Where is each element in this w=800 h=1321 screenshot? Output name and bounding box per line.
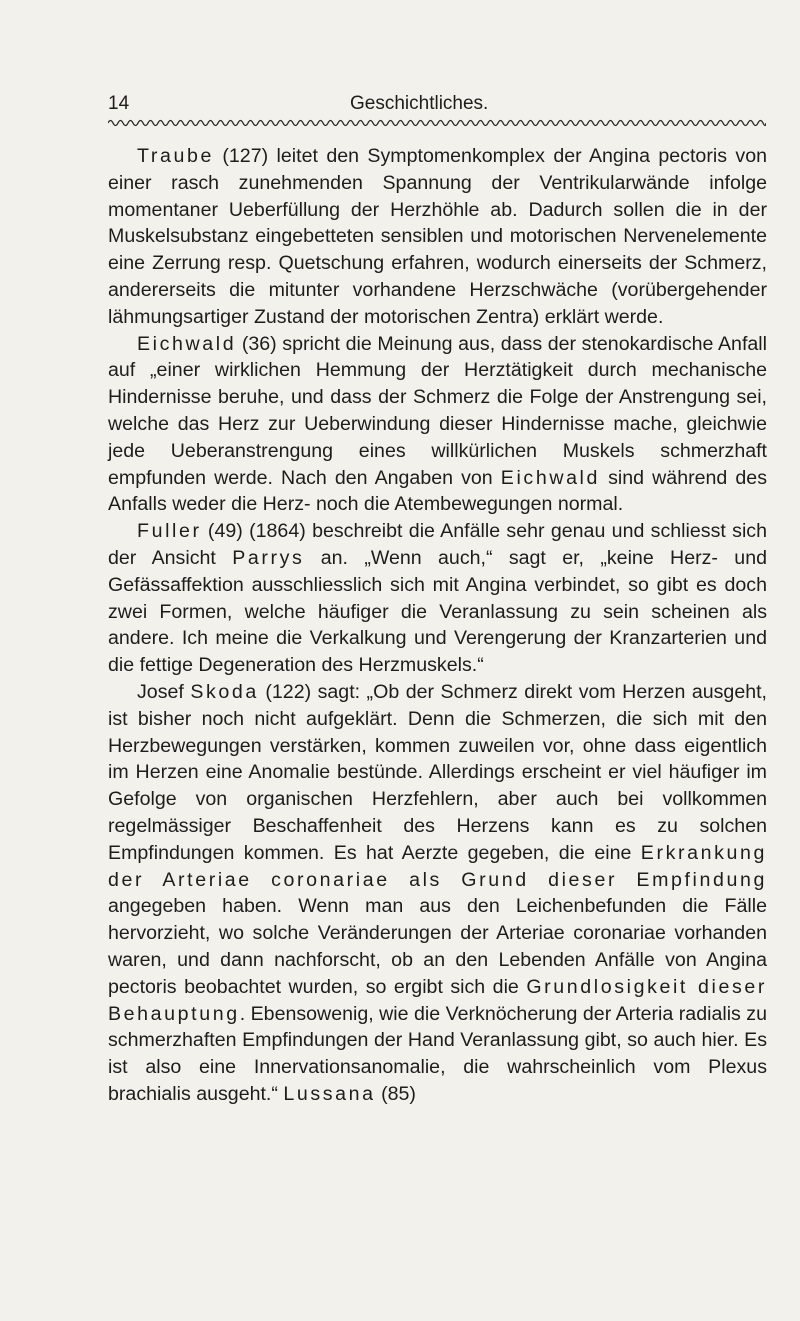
text-run: (36) spricht die Meinung aus, dass der stenokardische Anfall auf „einer wirklichen Hemmung der Herztätigkeit durch mechanische Hindernisse beruhe, und dass der Schmerz die Folge der Anstrengung sei, welche das Herz zur Ueberwindung dieser Hindernisse mache, gleichwie jede Ueberanstrengung eines willkürlichen Muskels schmerzhaft empfunden werde. Nach den Angaben von <box>108 332 767 489</box>
page-number: 14 <box>108 93 130 114</box>
spaced-emphasis: Traube <box>137 145 214 167</box>
paragraph-fuller <box>108 518 767 679</box>
text-run: (85) <box>375 1082 416 1105</box>
text-run: angegeben haben. Wenn man aus den Leichenbefunden die Fälle hervorzieht, wo solche Veränderungen der Arteriae coronariae vorhanden waren, und dann nachforscht, ob an den Lebenden Anfälle von Angina pectoris beobachtet wurden, so ergibt sich die <box>108 895 767 998</box>
text-run: (127) leitet den Symptomenkomplex der Angina pectoris von einer rasch zunehmenden Spannung der Ventrikularwände infolge momentaner Ueberfüllung der Herzhöhle ab. Dadurch sollen die in der Muskelsubstanz eingebetteten sensiblen und motorischen Nervenelemente eine Zerrung resp. Quetschung erfahren, wodurch einerseits der Schmerz, andererseits die mitunter vorhandene Herzschwäche (vorübergehender lähmungsartiger Zustand der motorischen Zentra) erklärt werde. <box>108 145 767 328</box>
spaced-emphasis: Lussana <box>283 1082 376 1105</box>
spaced-emphasis: Eichwald <box>137 332 237 355</box>
spaced-emphasis: Erkrankung der Arteriae coronariae als Grund dieser Empfindung <box>108 841 767 891</box>
paragraph-eichwald <box>108 331 767 519</box>
running-title: Geschichtliches. <box>350 93 489 114</box>
spaced-emphasis: Parrys <box>232 546 305 569</box>
body-text <box>108 143 767 1108</box>
text-run: (49) (1864) beschreibt die Anfälle sehr genau und schliesst sich der Ansicht <box>108 520 767 569</box>
spaced-emphasis: Eichwald <box>500 466 601 489</box>
text-run: . Ebensowenig, wie die Verknöcherung der Arteria radialis zu schmerzhaften Empfindungen der Hand Veranlassung gibt, so auch hier. Es ist also eine Innervationsanomalie, die wahrscheinlich vom Plexus brachialis ausgeht.“ <box>108 1002 767 1105</box>
wavy-rule <box>108 117 766 129</box>
paragraph-traube <box>108 143 767 331</box>
text-run: an. „Wenn auch,“ sagt er, „keine Herz- und Gefässaffektion ausschliesslich sich mit Angina verbindet, so gibt es doch zwei Formen, welche häufiger die Veranlassung zu sein scheinen als andere. Ich meine die Verkalkung und Verengerung der Kranzarterien und die fettige Degeneration des Herzmuskels.“ <box>108 546 767 677</box>
text-run: (122) sagt: „Ob der Schmerz direkt vom Herzen ausgeht, ist bisher noch nicht aufgeklärt. Denn die Schmerzen, die sich mit den Herzbewegungen verstärken, kommen zuweilen vor, ohne dass eigentlich im Herzen eine Anomalie bestünde. Allerdings erscheint er viel häufiger im Gefolge von organischen Herzfehlern, aber auch bei vollkommen regelmässiger Beschaffenheit des Herzens kann es zu solchen Empfindungen kommen. Es hat Aerzte gegeben, die eine <box>108 680 768 864</box>
text-run: Josef <box>137 680 191 703</box>
spaced-emphasis: Grundlosigkeit dieser Behauptung <box>108 975 767 1025</box>
spaced-emphasis: Skoda <box>190 680 259 703</box>
text-run: sind während des Anfalls weder die Herz- noch die Atembewegungen normal. <box>108 466 767 516</box>
paragraph-skoda <box>108 679 767 1108</box>
spaced-emphasis: Fuller <box>137 520 202 543</box>
